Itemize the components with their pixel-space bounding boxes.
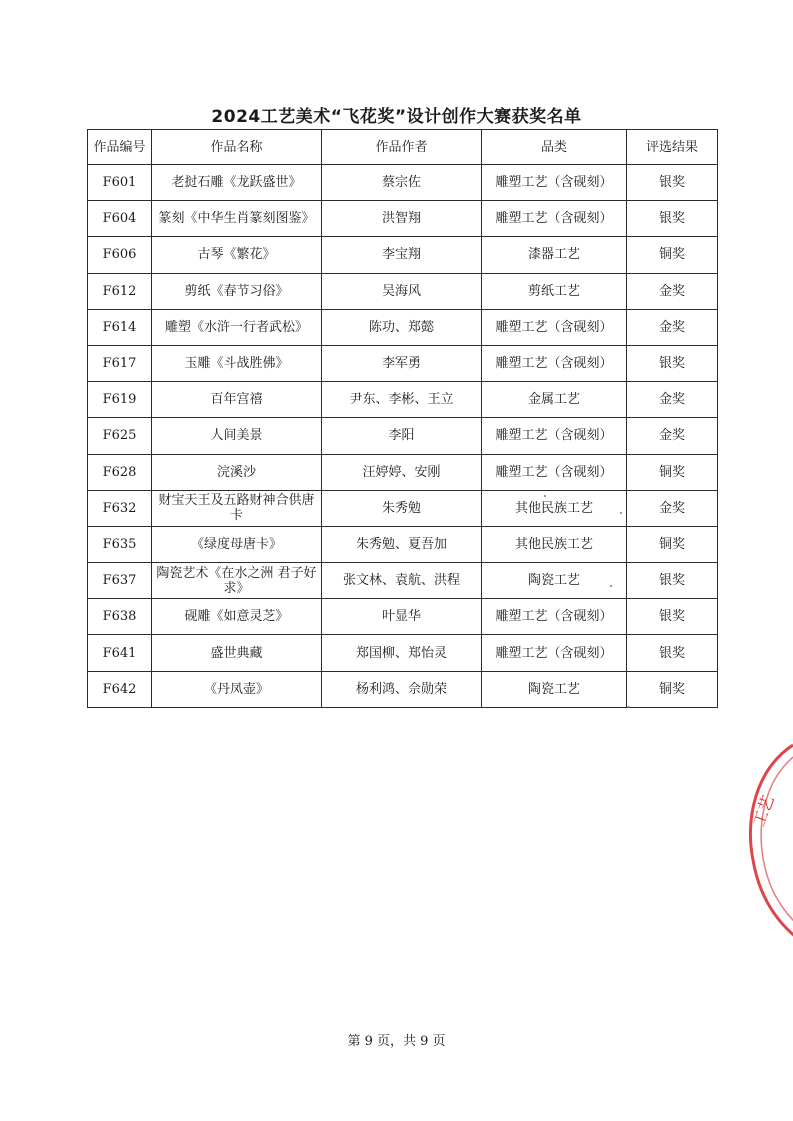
table-body — [88, 165, 718, 708]
table-row — [88, 418, 718, 454]
table-row — [88, 273, 718, 309]
cell-work-id: F642 — [88, 671, 152, 707]
cell-result: 银奖 — [627, 345, 718, 381]
cell-work-name: 《丹凤壶》 — [152, 671, 322, 707]
cell-work-id: F612 — [88, 273, 152, 309]
table-row — [88, 563, 718, 599]
cell-work-id: F617 — [88, 345, 152, 381]
cell-result: 铜奖 — [627, 671, 718, 707]
scan-speck — [620, 512, 622, 514]
cell-category: 雕塑工艺（含砚刻） — [482, 454, 627, 490]
table-row — [88, 345, 718, 381]
scan-speck — [610, 585, 612, 587]
cell-result: 银奖 — [627, 599, 718, 635]
table-row — [88, 237, 718, 273]
cell-work-id: F628 — [88, 454, 152, 490]
cell-work-name: 老挝石雕《龙跃盛世》 — [152, 165, 322, 201]
cell-work-id: F637 — [88, 563, 152, 599]
cell-work-name: 玉雕《斗战胜佛》 — [152, 345, 322, 381]
cell-result: 金奖 — [627, 273, 718, 309]
cell-work-name: 篆刻《中华生肖篆刻图鉴》 — [152, 201, 322, 237]
cell-category: 雕塑工艺（含砚刻） — [482, 345, 627, 381]
table-row — [88, 454, 718, 490]
cell-result: 金奖 — [627, 309, 718, 345]
header-result: 评选结果 — [627, 130, 718, 165]
seal-char-1: 工艺 — [748, 792, 778, 830]
cell-work-id: F604 — [88, 201, 152, 237]
cell-work-id: F619 — [88, 382, 152, 418]
cell-result: 铜奖 — [627, 526, 718, 562]
cell-work-author: 汪婷婷、安刚 — [322, 454, 482, 490]
awards-table — [87, 129, 718, 708]
header-work-name: 作品名称 — [152, 130, 322, 165]
cell-work-author: 李阳 — [322, 418, 482, 454]
cell-work-id: F606 — [88, 237, 152, 273]
table-row — [88, 165, 718, 201]
cell-category: 陶瓷工艺 — [482, 671, 627, 707]
cell-work-name: 百年宫禧 — [152, 382, 322, 418]
cell-work-id: F625 — [88, 418, 152, 454]
table-row — [88, 635, 718, 671]
table-row — [88, 490, 718, 526]
cell-work-name: 《绿度母唐卡》 — [152, 526, 322, 562]
table-row — [88, 309, 718, 345]
header-work-id: 作品编号 — [88, 130, 152, 165]
cell-category: 其他民族工艺 — [482, 526, 627, 562]
cell-category: 雕塑工艺（含砚刻） — [482, 165, 627, 201]
table-row — [88, 599, 718, 635]
cell-work-author: 张文林、袁航、洪程 — [322, 563, 482, 599]
cell-category: 雕塑工艺（含砚刻） — [482, 599, 627, 635]
cell-result: 银奖 — [627, 563, 718, 599]
cell-work-name: 盛世典藏 — [152, 635, 322, 671]
cell-work-author: 吴海风 — [322, 273, 482, 309]
cell-work-id: F601 — [88, 165, 152, 201]
cell-work-name: 砚雕《如意灵芝》 — [152, 599, 322, 635]
cell-result: 银奖 — [627, 635, 718, 671]
cell-result: 金奖 — [627, 382, 718, 418]
cell-work-name: 浣溪沙 — [152, 454, 322, 490]
cell-result: 金奖 — [627, 418, 718, 454]
table-row — [88, 201, 718, 237]
cell-category: 金属工艺 — [482, 382, 627, 418]
cell-category: 陶瓷工艺 — [482, 563, 627, 599]
red-seal-stamp — [735, 740, 793, 940]
cell-work-name: 人间美景 — [152, 418, 322, 454]
cell-work-author: 朱秀勉 — [322, 490, 482, 526]
document-title: 2024工艺美术“飞花奖”设计创作大赛获奖名单 — [211, 107, 582, 127]
cell-result: 铜奖 — [627, 237, 718, 273]
cell-category: 剪纸工艺 — [482, 273, 627, 309]
cell-result: 银奖 — [627, 201, 718, 237]
table-header-row — [88, 130, 718, 165]
cell-work-author: 叶显华 — [322, 599, 482, 635]
cell-category: 雕塑工艺（含砚刻） — [482, 418, 627, 454]
cell-work-name: 财宝天王及五路财神合供唐卡 — [152, 490, 322, 526]
cell-work-id: F638 — [88, 599, 152, 635]
scan-speck — [628, 706, 630, 708]
cell-work-author: 尹东、李彬、王立 — [322, 382, 482, 418]
cell-result: 金奖 — [627, 490, 718, 526]
cell-work-author: 洪智翔 — [322, 201, 482, 237]
cell-work-id: F632 — [88, 490, 152, 526]
cell-result: 铜奖 — [627, 454, 718, 490]
cell-work-author: 李宝翔 — [322, 237, 482, 273]
cell-work-name: 剪纸《春节习俗》 — [152, 273, 322, 309]
cell-work-author: 郑国柳、郑怡灵 — [322, 635, 482, 671]
scan-speck — [544, 495, 546, 497]
cell-work-author: 蔡宗佐 — [322, 165, 482, 201]
cell-work-id: F635 — [88, 526, 152, 562]
cell-work-id: F614 — [88, 309, 152, 345]
header-category: 品类 — [482, 130, 627, 165]
header-work-author: 作品作者 — [322, 130, 482, 165]
cell-category: 其他民族工艺 — [482, 490, 627, 526]
page-footer: 第 9 页，共 9 页 — [347, 1034, 446, 1049]
cell-category: 雕塑工艺（含砚刻） — [482, 635, 627, 671]
cell-category: 雕塑工艺（含砚刻） — [482, 201, 627, 237]
table-row — [88, 671, 718, 707]
table-row — [88, 382, 718, 418]
cell-work-id: F641 — [88, 635, 152, 671]
cell-work-name: 陶瓷艺术《在水之洲 君子好求》 — [152, 563, 322, 599]
cell-category: 雕塑工艺（含砚刻） — [482, 309, 627, 345]
cell-work-author: 陈功、郑懿 — [322, 309, 482, 345]
cell-work-author: 杨利鸿、佘勋荣 — [322, 671, 482, 707]
table-row — [88, 526, 718, 562]
cell-work-author: 朱秀勉、夏吾加 — [322, 526, 482, 562]
cell-work-name: 雕塑《水浒一行者武松》 — [152, 309, 322, 345]
cell-result: 银奖 — [627, 165, 718, 201]
cell-work-name: 古琴《繁花》 — [152, 237, 322, 273]
cell-work-author: 李军勇 — [322, 345, 482, 381]
cell-category: 漆器工艺 — [482, 237, 627, 273]
